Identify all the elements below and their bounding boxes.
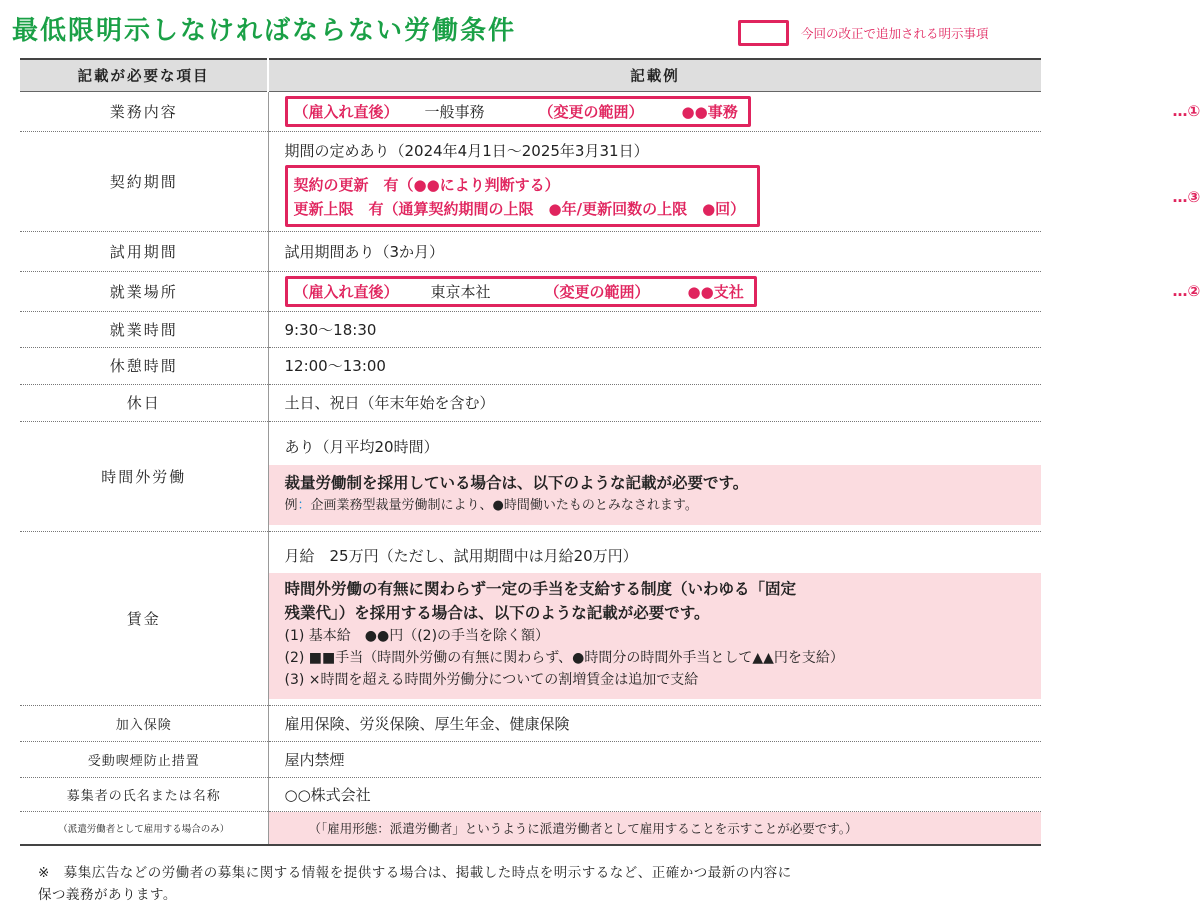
note-panel: （「雇用形態：派遣労働者」というように派遣労働者として雇用することを示すことが必要です。） (269, 812, 1042, 845)
row-jikan (20, 311, 1041, 347)
row-label: 賃金 (20, 531, 268, 705)
footnote: ※ 募集広告などの労働者の募集に関する情報を提供する場合は、掲載した時点を明示するなど、正確かつ最新の内容に 保つ義務があります。 (38, 865, 792, 903)
row-label: 休憩時間 (20, 347, 268, 384)
row-value: 期間の定めあり（2024年4月1日～2025年3月31日） 契約の更新 有（●●により判断する） 更新上限 有（通算契約期間の上限 ●年/更新回数の上限 ●回） …③ (268, 131, 1041, 231)
row-haken (20, 811, 1041, 845)
row-value: 12:00～13:00 (268, 347, 1041, 384)
row-label: 就業時間 (20, 311, 268, 347)
row-value (268, 91, 1200, 131)
table-header-row (20, 59, 1041, 91)
row-value (268, 271, 1200, 311)
row-kitsuen (20, 741, 1041, 777)
row-label: 業務内容 (20, 91, 268, 131)
row-value: あり（月平均20時間） 裁量労働制を採用している場合は、以下のような記載が必要です。 例：企画業務型裁量労働制により、●時間働いたものとみなされます。 (268, 421, 1041, 531)
row-value: 9:30～18:30 (268, 311, 1041, 347)
annotation-mark: …① (1172, 101, 1200, 120)
note-panel: 裁量労働制を採用している場合は、以下のような記載が必要です。 例：企画業務型裁量労働制により、●時間働いたものとみなされます。 (269, 465, 1042, 525)
row-label: 契約期間 (20, 131, 268, 231)
row-value: ○○株式会社 (268, 777, 1041, 811)
row-label: 試用期間 (20, 231, 268, 271)
row-label: 時間外労働 (20, 421, 268, 531)
row-gyomu (20, 91, 1041, 131)
row-value (268, 811, 1041, 845)
revision-highlight: （雇入れ直後） 一般事務 （変更の範囲） ●●事務 (285, 96, 751, 127)
row-label: 就業場所 (20, 271, 268, 311)
row-boshusha (20, 777, 1041, 811)
row-hoken (20, 705, 1041, 741)
row-value: 屋内禁煙 (268, 741, 1041, 777)
row-chingin (20, 531, 1041, 705)
row-label: 休日 (20, 384, 268, 421)
row-jikangai (20, 421, 1041, 531)
revision-highlight: 契約の更新 有（●●により判断する） 更新上限 有（通算契約期間の上限 ●年/更新回数の上限 ●回） (285, 165, 761, 227)
row-value: 雇用保険、労災保険、厚生年金、健康保険 (268, 705, 1041, 741)
legend-text: 今回の改正で追加される明示事項 (801, 26, 989, 41)
row-kyukei (20, 347, 1041, 384)
annotation-mark: …② (1172, 281, 1200, 300)
header-item: 記載が必要な項目 (20, 59, 268, 91)
legend-swatch (738, 20, 789, 46)
row-value: 土日、祝日（年末年始を含む） (268, 384, 1041, 421)
row-kyujitsu (20, 384, 1041, 421)
row-shiyo (20, 231, 1041, 271)
row-keiyaku (20, 131, 1041, 231)
annotation-mark: …③ (1172, 187, 1200, 206)
row-value: 試用期間あり（3か月） (268, 231, 1041, 271)
conditions-table (20, 58, 1200, 846)
page-title: 最低限明示しなければならない労働条件 (12, 16, 517, 46)
row-value: 月給 25万円（ただし、試用期間中は月給20万円） 時間外労働の有無に関わらず一定の手当を支給する制度（いわゆる「固定 残業代」）を採用する場合は、以下のような記載が必要です。 (1) 基本給 ●●円（(2)の手当を除く額） (2) ■■手当（時間外労働の有無に関わらず、●時間分の時間外手当として▲▲円を支給） (3) ×時間を超える時間外労働分についての割増賃金は追加で支給 (268, 531, 1041, 705)
note-panel: 時間外労働の有無に関わらず一定の手当を支給する制度（いわゆる「固定 残業代」）を採用する場合は、以下のような記載が必要です。 (1) 基本給 ●●円（(2)の手当を除く額） (2) ■■手当（時間外労働の有無に関わらず、●時間分の時間外手当として▲▲円を支給） (3) ×時間を超える時間外労働分についての割増賃金は追加で支給 (269, 573, 1042, 699)
row-label: 受動喫煙防止措置 (20, 741, 268, 777)
header-example: 記載例 (268, 59, 1041, 91)
revision-highlight: （雇入れ直後） 東京本社 （変更の範囲） ●●支社 (285, 276, 757, 307)
row-label: 加入保険 (20, 705, 268, 741)
legend (738, 20, 989, 46)
row-basho (20, 271, 1041, 311)
row-label: （派遣労働者として雇用する場合のみ） (20, 811, 268, 845)
row-label: 募集者の氏名または名称 (20, 777, 268, 811)
